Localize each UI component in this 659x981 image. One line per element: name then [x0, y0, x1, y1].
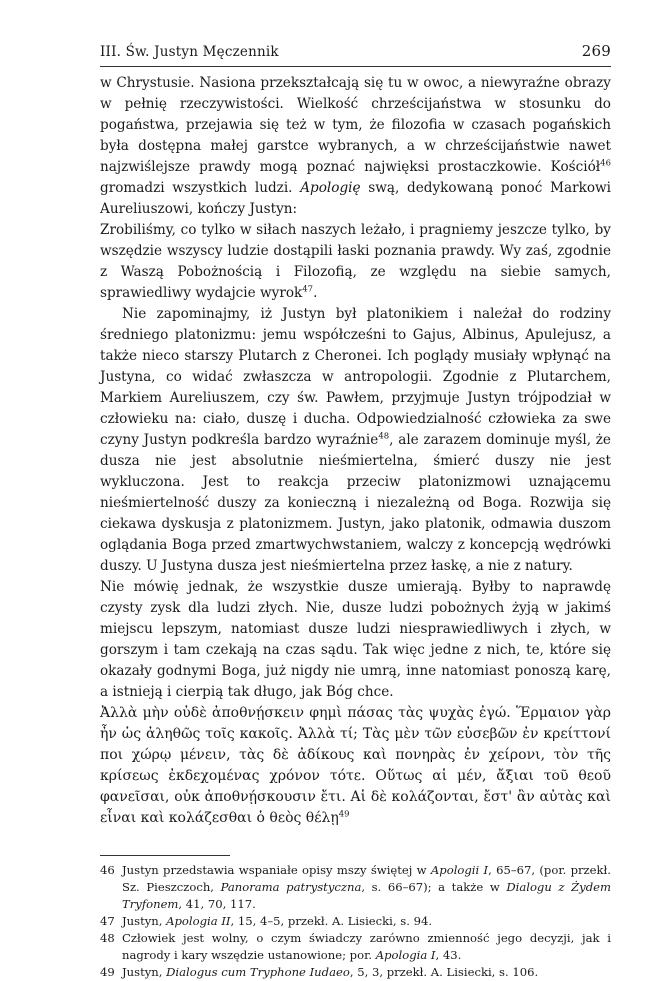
main-text — [100, 73, 611, 829]
greek-quote: Ἀλλὰ μὴν οὐδὲ ἀποθνῄσκειν φημὶ πάσας τὰς ψυχὰς ἐγώ. Ἕρμαιον γὰρ ἦν ὡς ἀληθῶς τοῖς κακοῖς. Ἀλλὰ τί; Τὰς μὲν τῶν εὐσεβῶν ἐν κρείττονί ποι χώρῳ μένειν, τὰς δὲ ἀδίκους καὶ πονηρὰς ἐν χείρονι, τὸν τῆς κρίσεως ἐκδεχομένας χρόνον τότε. Οὕτως αἱ μέν, ἄξιαι τοῦ θεοῦ φανεῖσαι, οὐκ ἀποθνῄσκουσιν ἔτι. Αἱ δὲ κολάζονται, ἔστ' ἂν αὐτὰς καὶ εἶναι καὶ κολάζεσθαι ὁ θεὸς θέλῃ$^{49}$ — [100, 705, 611, 826]
footnote-48: 48 Człowiek jest wolny, o czym świadczy zarówno zmienność jego decyzji, jak i nagrody i kary wszędzie ustanowione; por. Apologia I, 43. — [100, 931, 611, 962]
footnote-47: 47 Justyn, Apologia II, 15, 4–5, przekł. A. Lisiecki, s. 94. — [100, 914, 433, 928]
footnote-divider — [100, 855, 230, 856]
block-quote-1: Zrobiliśmy, co tylko w siłach naszych leżało, i pragniemy jeszcze tylko, by wszędzie wszyscy ludzie dostąpili łaski poznania prawdy. Wy zaś, zgodnie z Waszą Pobożnością i Filozofią, ze względu na siebie samych, sprawiedliwy wydajcie wyrok$^{47}$. — [100, 222, 611, 301]
footnote-ref-49[interactable]: 49 — [338, 809, 350, 820]
footnote-46: 46 Justyn przedstawia wspaniałe opisy mszy świętej w Apologii I, 65–67, (por. przekł. Sz. Pieszczoch, Panorama patrystyczna, s. 66–67); a także w Dialogu z Żydem Tryfonem, 41, 70, 117. — [100, 863, 611, 911]
footnote-ref-47[interactable]: 47 — [302, 284, 314, 295]
footnote-ref-48[interactable]: 48 — [378, 431, 390, 442]
block-quote-2: Nie mówię jednak, że wszystkie dusze umierają. Byłby to naprawdę czysty zysk dla ludzi złych. Nie, dusze ludzi pobożnych żyją w jakimś miejscu lepszym, natomiast dusze ludzi niesprawiedliwych i złych, w gorszym i tam czekają na czas sądu. Tak więc jedne z nich, te, które się okazały godnymi Boga, już nigdy nie umrą, inne natomiast ponoszą karę, a istnieją i cierpią tak długo, jak Bóg chce. — [100, 579, 611, 700]
paragraph-2: Nie zapominajmy, iż Justyn był platonikiem i należał do rodziny średniego platonizmu: jemu współcześni to Gajus, Albinus, Apulejusz, a także nieco starszy Plutarch z Cheronei. Ich poglądy musiały wpłynąć na Justyna, co widać zwłaszcza w antropologii. Zgodnie z Plutarchem, Markiem Aureliuszem, czy św. Pawłem, przyjmuje Justyn trójpodział w człowieku na: ciało, duszę i ducha. Odpowiedzialność człowieka za swe czyny Justyn podkreśla bardzo wyraźnie$^{48}$, ale zarazem dominuje myśl, że dusza nie jest absolutnie nieśmiertelna, śmierć duszy nie jest wykluczona. Jest to reakcja przeciw platonizmowi uznającemu nieśmiertelność duszy za konieczną i niezależną od Boga. Rozwija się ciekawa dyskusja z platonizmem. Justyn, jako platonik, odmawia duszom oglądania Boga przed zmartwychwstaniem, walczy z koncepcją wędrówki duszy. U Justyna dusza jest nieśmiertelna przez łaskę, a nie z natury. — [100, 306, 611, 574]
footnote-49: 49 Justyn, Dialogus cum Tryphone Iudaeo, 5, 3, przekł. A. Lisiecki, s. 106. — [100, 965, 539, 979]
running-head — [100, 42, 611, 67]
paragraph-1: w Chrystusie. Nasiona przekształcają się tu w owoc, a niewyraźne obrazy w pełnię rzeczywistości. Wielkość chrześcijaństwa w stosunku do pogaństwa, przejawia się też w tym, że filozofia w czasach pogańskich była dostępna małej garstce wybranych, a w chrześcijaństwie nawet najzwiślejsze prawdy mogą poznać najwięksi prostaczkowie. Kościół$^{46}$ gromadzi wszystkich ludzi. Apologię swą, dedykowaną ponoć Markowi Aureliuszowi, kończy Justyn: — [100, 75, 611, 217]
footnote-ref-46[interactable]: 46 — [600, 158, 611, 169]
footnotes — [100, 862, 611, 981]
chapter-title: III. Św. Justyn Męczennik — [100, 44, 279, 60]
page-number: 269 — [581, 42, 611, 60]
